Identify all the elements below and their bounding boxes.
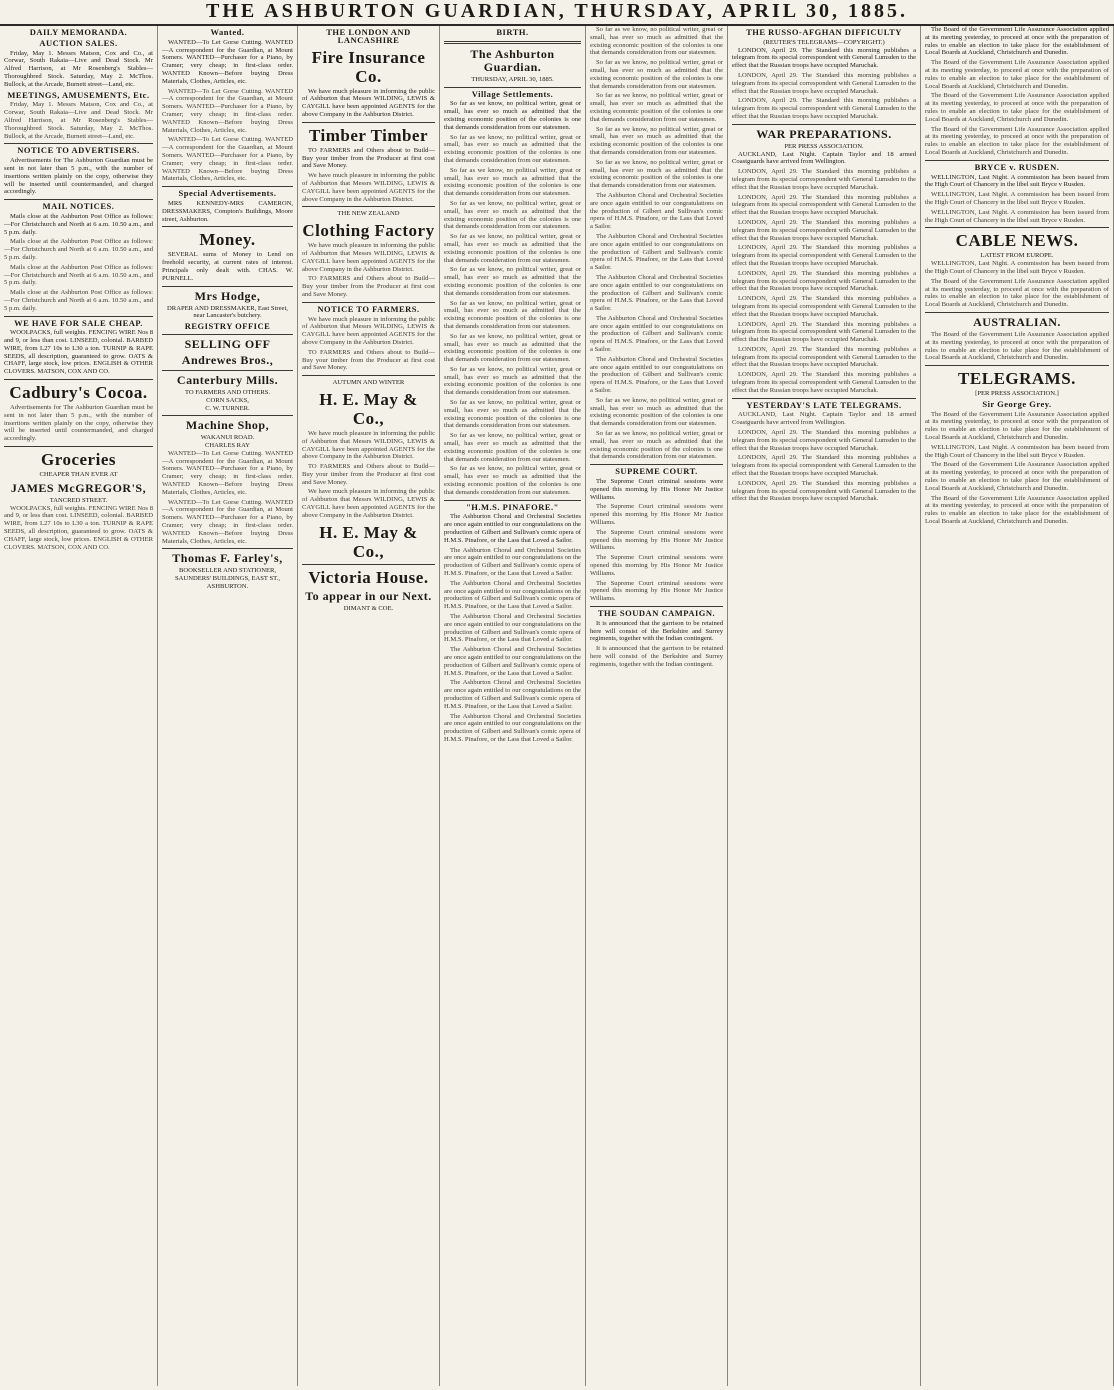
- village-text-5: So far as we know, no political writer, great or small, has ever so much as admitted that the existing economic position of the colonies is one that demands consideration from our statesmen.: [444, 233, 581, 264]
- machine-text-2: WANTED—To Let Gorse Cutting. WANTED—A correspondent for the Guardian, at Mount Somers. WANTED—Purchaser for a Piano, by Cramer; very cheap; in first-class order. WANTED Known—Before buying Dress Materials, Clothes, Articles, etc.: [162, 498, 293, 545]
- mail-text: Mails close at the Ashburton Post Office as follows:—For Christchurch and North at 6 a.m. 10.50 a.m., and 5 p.m. daily.: [4, 212, 153, 236]
- telegrams-text: The Board of the Government Life Assurance Association applied at its meeting yesterday, to proceed at once with the preparation of rules to enable an election to take place for the establishment of Local Boards at Auckland, Christchurch and Dunedin.: [925, 410, 1109, 442]
- soudan-text-2: It is announced that the garrison to be retained here will consist of the Berkshire and Surrey regiments, together with the Indian contingent.: [590, 645, 723, 668]
- pinafore-text-7: The Ashburton Choral and Orchestral Societies are once again entitled to our congratulations on the production of Gilbert and Sullivan's comic opera of H.M.S. Pinafore, or the Lass that Loved a Sailor.: [444, 712, 581, 743]
- war-heading: WAR PREPARATIONS.: [756, 126, 892, 141]
- cable-sub: LATEST FROM EUROPE.: [980, 252, 1054, 260]
- supreme-text-4: The Supreme Court criminal sessions were opened this morning by His Honor Mr Justice Williams.: [590, 554, 723, 577]
- clothing-sub: THE NEW ZEALAND: [337, 210, 400, 218]
- grey-heading: Sir George Grey.: [982, 398, 1052, 409]
- appear-line: To appear in our Next.: [305, 588, 432, 603]
- farmers-line: TO FARMERS AND OTHERS.: [184, 388, 271, 396]
- war-text-2: LONDON, April 29. The Standard this morning publishes a telegram from its special correspondent with General Lumsden to the effect that the Russian troops have occupied Maruchak.: [732, 168, 916, 191]
- groceries-heading: Groceries: [41, 450, 116, 470]
- village-text: So far as we know, no political writer, great or small, has ever so much as admitted that the existing economic position of the colonies is one that demands consideration from our statesmen.: [444, 100, 581, 131]
- paper-title: The Ashburton Guardian.: [470, 46, 555, 74]
- russo-heading: THE RUSSO-AFGHAN DIFFICULTY: [746, 27, 902, 37]
- dimant-line: DIMANT & COE.: [343, 604, 394, 612]
- bryce-text: WELLINGTON, Last Night. A commission has been issued from the High Court of Chancery in the libel suit Bryce v Rusden.: [925, 173, 1109, 189]
- column-4: [440, 26, 586, 1386]
- clothing-text: We have much pleasure in informing the public of Ashburton that Messrs WILDING, LEWIS & CAYGILL have been appointed AGENTS for the above Company in the Ashburton District.: [302, 242, 435, 273]
- war-text-10: LONDON, April 29. The Standard this morning publishes a telegram from its special correspondent with General Lumsden to the effect that the Russian troops have occupied Maruchak.: [732, 371, 916, 394]
- col5-text-8: The Ashburton Choral and Orchestral Societies are once again entitled to our congratulations on the production of Gilbert and Sullivan's comic opera of H.M.S. Pinafore, or the Lass that Loved a Sailor.: [590, 273, 723, 313]
- yesterday-text-2: LONDON, April 29. The Standard this morning publishes a telegram from its special correspondent with General Lumsden to the effect that the Russian troops have occupied Maruchak.: [732, 429, 916, 452]
- column-5: [586, 26, 728, 1386]
- farley-sub: BOOKSELLER AND STATIONER, SAUNDERS' BUILDINGS, EAST ST., ASHBURTON.: [175, 567, 280, 591]
- australian-text: The Board of the Government Life Assurance Association applied at its meeting yesterday, to proceed at once with the preparation of rules to enable an election to take place for the establishment of Local Boards at Auckland, Christchurch and Dunedin.: [925, 330, 1109, 362]
- auction-heading: AUCTION SALES.: [39, 37, 118, 48]
- soudan-heading: THE SOUDAN CAMPAIGN.: [597, 607, 716, 618]
- bryce-text-3: WELLINGTON, Last Night. A commission has been issued from the High Court of Chancery in the libel suit Bryce v Rusden.: [925, 208, 1109, 224]
- mcgregor-name: JAMES McGREGOR'S,: [10, 480, 147, 495]
- telegrams-sub: [PER PRESS ASSOCIATION.]: [975, 390, 1059, 398]
- charles-line: CHARLES RAY: [204, 442, 250, 450]
- village-text-12: So far as we know, no political writer, great or small, has ever so much as admitted that the existing economic position of the colonies is one that demands consideration from our statesmen.: [444, 465, 581, 496]
- pinafore-text-3: The Ashburton Choral and Orchestral Societies are once again entitled to our congratulations on the production of Gilbert and Sullivan's comic opera of H.M.S. Pinafore, or the Lass that Loved a Sailor.: [444, 579, 581, 611]
- col5-text-11: So far as we know, no political writer, great or small, has ever so much as admitted that the existing economic position of the colonies is one that demands consideration from our statesmen.: [590, 396, 723, 428]
- money-text: SEVERAL sums of Money to Lend on freehold security, at current rates of interest. Principals only dealt with. CHAS. W. PURNELL.: [162, 251, 293, 282]
- yesterday-text-4: LONDON, April 29. The Standard this morning publishes a telegram from its special correspondent with General Lumsden to the effect that the Russian troops have occupied Maruchak.: [732, 479, 916, 503]
- war-text-3: LONDON, April 29. The Standard this morning publishes a telegram from its special correspondent with General Lumsden to the effect that the Russian troops have occupied Maruchak.: [732, 193, 916, 217]
- column-6: [728, 26, 921, 1386]
- cadbury-text: Advertisements for The Ashburton Guardian must be sent in not later than 5 p.m., with the number of insertions written plainly on the copy, otherwise they will be inserted until countermanded, and charged accordingly.: [4, 404, 153, 443]
- cable-text: WELLINGTON, Last Night. A commission has been issued from the High Court of Chancery in the libel suit Bryce v Rusden.: [925, 260, 1109, 275]
- wants-text-3: WANTED—To Let Gorse Cutting. WANTED—A correspondent for the Guardian, at Mount Somers. WANTED—Purchaser for a Piano, by Cramer; very cheap; in first-class order. WANTED Known—Before buying Dress Materials, Clothes, Articles, etc.: [162, 136, 293, 183]
- corn-line: CORN SACKS,: [206, 396, 249, 404]
- col5-text-10: The Ashburton Choral and Orchestral Societies are once again entitled to our congratulations on the production of Gilbert and Sullivan's comic opera of H.M.S. Pinafore, or the Lass that Loved a Sailor.: [590, 355, 723, 395]
- col5-text-12: So far as we know, no political writer, great or small, has ever so much as admitted that the existing economic position of the colonies is one that demands consideration from our statesmen.: [590, 430, 723, 461]
- russo-sub: (REUTER'S TELEGRAMS—COPYRIGHT.): [763, 38, 885, 46]
- woolpacks-heading: WE HAVE FOR SALE CHEAP.: [14, 317, 143, 328]
- supreme-text-3: The Supreme Court criminal sessions were opened this morning by His Honor Mr Justice Williams.: [590, 528, 723, 552]
- wants-text: WANTED—To Let Gorse Cutting. WANTED—A correspondent for the Guardian, at Mount Somers. WANTED—Purchaser for a Piano, by Cramer; very cheap; in first-class order. WANTED Known—Before buying Dress Materials, Clothes, Articles, etc.: [162, 38, 293, 85]
- telegrams-text-4: The Board of the Government Life Assurance Association applied at its meeting yesterday, to proceed at once with the preparation of rules to enable an election to take place for the establishment of Local Boards at Auckland, Christchurch and Dunedin.: [925, 494, 1109, 526]
- village-text-10: So far as we know, no political writer, great or small, has ever so much as admitted that the existing economic position of the colonies is one that demands consideration from our statesmen.: [444, 399, 581, 430]
- mail-text-4: Mails close at the Ashburton Post Office as follows:—For Christchurch and North at 6 a.m. 10.50 a.m., and 5 p.m. daily.: [4, 289, 153, 312]
- cable-heading: CABLE NEWS.: [955, 231, 1079, 251]
- war-text-8: LONDON, April 29. The Standard this morning publishes a telegram from its special correspondent with General Lumsden to the effect that the Russian troops have occupied Maruchak.: [732, 320, 916, 344]
- auction-text: Friday, May 1. Messrs Matson, Cox and Co., at Corwar, South Rakaia—Live and Dead Stock. Mr Alfred Harrison, at Mr Rosenberg's Stables—Thoroughbred Stock. Saturday, May 2. McThos. Bullock, at the Arcade, Burnett street—Land, etc.: [4, 49, 153, 88]
- column-1: [0, 26, 158, 1386]
- board-text-4: The Board of the Government Life Assurance Association applied at its meeting yesterday, to proceed at once with the preparation of rules to enable an election to take place for the establishment of Local Boards at Auckland, Christchurch and Dunedin.: [925, 125, 1109, 156]
- mail-text-3: Mails close at the Ashburton Post Office as follows:—For Christchurch and North at 6 a.m. 10.50 a.m., and 5 p.m. daily.: [4, 263, 153, 287]
- col5-text-5: So far as we know, no political writer, great or small, has ever so much as admitted that the existing economic position of the colonies is one that demands consideration from our statesmen.: [590, 158, 723, 190]
- timber-text: TO FARMERS and Others about to Build—Buy your timber from the Producer at first cost and Save Money.: [302, 146, 435, 170]
- wants-heading: Wanted.: [210, 27, 245, 37]
- war-sub: PER PRESS ASSOCIATION.: [784, 142, 864, 150]
- machine-text: WANTED—To Let Gorse Cutting. WANTED—A correspondent for the Guardian, at Mount Somers. WANTED—Purchaser for a Piano, by Cramer; very cheap; in first-class order. WANTED Known—Before buying Dress Materials, Clothes, Articles, etc.: [162, 449, 293, 496]
- telegrams-text-2: WELLINGTON, Last Night. A commission has been issued from the High Court of Chancery in the libel suit Bryce v Rusden.: [925, 443, 1109, 459]
- village-text-2: So far as we know, no political writer, great or small, has ever so much as admitted that the existing economic position of the colonies is one that demands consideration from our statesmen.: [444, 133, 581, 164]
- may-text: We have much pleasure in informing the public of Ashburton that Messrs WILDING, LEWIS & CAYGILL have been appointed AGENTS for the above Company in the Ashburton District.: [302, 429, 435, 461]
- groceries-text: WOOLPACKS, full weights. FENCING WIRE Nos 8 and 9, or less than cost. LINSEED, colonial. BARBED WIRE, from L27 10s to L30 a ton. TURNIP & RAPE SEEDS, all description, guaranteed to grow. OATS & CHAFF, large stock, low prices. ENGLISH & OTHER CLOVERS. MATSON, COX AND CO.: [4, 504, 153, 551]
- notice-text: Advertisements for The Ashburton Guardian must be sent in not later than 5 p.m., with the number of insertions written plainly on the copy, otherwise they will be inserted until countermanded, and charged accordingly.: [4, 157, 153, 196]
- pinafore-heading: "H.M.S. PINAFORE.": [466, 501, 559, 512]
- col5-text-3: So far as we know, no political writer, great or small, has ever so much as admitted that the existing economic position of the colonies is one that demands consideration from our statesmen.: [590, 92, 723, 123]
- money-heading: Money.: [199, 230, 256, 250]
- col5-text-2: So far as we know, no political writer, great or small, has ever so much as admitted that the existing economic position of the colonies is one that demands consideration from our statesmen.: [590, 59, 723, 90]
- birth-heading: BIRTH.: [496, 27, 529, 37]
- groceries-sub: CHEAPER THAN EVER AT: [39, 471, 118, 479]
- col5-text-1: So far as we know, no political writer, great or small, has ever so much as admitted that the existing economic position of the colonies is one that demands consideration from our statesmen.: [590, 26, 723, 57]
- village-text-6: So far as we know, no political writer, great or small, has ever so much as admitted that the existing economic position of the colonies is one that demands consideration from our statesmen.: [444, 266, 581, 297]
- board-text-2: The Board of the Government Life Assurance Association applied at its meeting yesterday, to proceed at once with the preparation of rules to enable an election to take place for the establishment of Local Boards at Auckland, Christchurch and Dunedin.: [925, 59, 1109, 90]
- fire-text: We have much pleasure in informing the public of Ashburton that Messrs WILDING, LEWIS & CAYGILL have been appointed AGENTS for the above Company in the Ashburton District.: [302, 87, 435, 118]
- bryce-heading: BRYCE v. RUSDEN.: [974, 161, 1060, 172]
- andrewes-heading: Andrewes Bros.,: [181, 352, 274, 367]
- pinafore-text-6: The Ashburton Choral and Orchestral Societies are once again entitled to our congratulations on the production of Gilbert and Sullivan's comic opera of H.M.S. Pinafore, or the Lass that Loved a Sailor.: [444, 679, 581, 710]
- may-heading: H. E. May & Co.,: [319, 389, 418, 428]
- supreme-heading: SUPREME COURT.: [615, 466, 698, 477]
- mcgregor-address: TANCRED STREET.: [49, 496, 108, 504]
- meetings-text: Friday, May 1. Messrs Matson, Cox and Co., at Corwar, South Rakaia—Live and Dead Stock. Mr Alfred Harrison, at Mr Rosenberg's Stables—Thoroughbred Stock. Saturday, May 2. McThos. Bullock, at the Arcade, Burnett street—Land, etc.: [4, 101, 153, 140]
- cable-text-2: The Board of the Government Life Assurance Association applied at its meeting yesterday, to proceed at once with the preparation of rules to enable an election to take place for the establishment of Local Boards at Auckland, Christchurch and Dunedin.: [925, 277, 1109, 309]
- soudan-text: It is announced that the garrison to be retained here will consist of the Berkshire and Surrey regiments, together with the Indian contingent.: [590, 619, 723, 643]
- mail-text-2: Mails close at the Ashburton Post Office as follows:—For Christchurch and North at 6 a.m. 10.50 a.m., and 5 p.m. daily.: [4, 238, 153, 261]
- village-text-8: So far as we know, no political writer, great or small, has ever so much as admitted that the existing economic position of the colonies is one that demands consideration from our statesmen.: [444, 332, 581, 364]
- meetings-heading: MEETINGS, AMUSEMENTS, Etc.: [7, 89, 150, 100]
- pinafore-text-5: The Ashburton Choral and Orchestral Societies are once again entitled to our congratulations on the production of Gilbert and Sullivan's comic opera of H.M.S. Pinafore, or the Lass that Loved a Sailor.: [444, 646, 581, 677]
- village-text-3: So far as we know, no political writer, great or small, has ever so much as admitted that the existing economic position of the colonies is one that demands consideration from our statesmen.: [444, 166, 581, 198]
- bryce-text-2: WELLINGTON, Last Night. A commission has been issued from the High Court of Chancery in the libel suit Bryce v Rusden.: [925, 191, 1109, 206]
- hodge-heading: Mrs Hodge,: [194, 288, 261, 303]
- turner-line: C. W. TURNER.: [205, 404, 250, 412]
- wants-text-2: WANTED—To Let Gorse Cutting. WANTED—A correspondent for the Guardian, at Mount Somers. WANTED—Purchaser for a Piano, by Cramer; very cheap; in first-class order. WANTED Known—Before buying Dress Materials, Clothes, Articles, etc.: [162, 87, 293, 134]
- russo-text: LONDON, April 29. The Standard this morning publishes a telegram from its special correspondent with General Lumsden to the effect that the Russian troops have occupied Maruchak.: [732, 46, 916, 70]
- cadbury-heading: Cadbury's Cocoa.: [9, 383, 148, 403]
- column-7: [921, 26, 1114, 1386]
- board-text-3: The Board of the Government Life Assurance Association applied at its meeting yesterday, to proceed at once with the preparation of rules to enable an election to take place for the establishment of Local Boards at Auckland, Christchurch and Dunedin.: [925, 92, 1109, 123]
- village-heading: Village Settlements.: [471, 88, 554, 99]
- village-text-4: So far as we know, no political writer, great or small, has ever so much as admitted that the existing economic position of the colonies is one that demands consideration from our statesmen.: [444, 199, 581, 231]
- yesterday-heading: YESTERDAY'S LATE TELEGRAMS.: [746, 399, 902, 410]
- war-text-7: LONDON, April 29. The Standard this morning publishes a telegram from its special correspondent with General Lumsden to the effect that the Russian troops have occupied Maruchak.: [732, 295, 916, 318]
- column-2: [158, 26, 298, 1386]
- war-text-9: LONDON, April 29. The Standard this morning publishes a telegram from its special correspondent with General Lumsden to the effect that the Russian troops have occupied Maruchak.: [732, 345, 916, 369]
- war-text-5: LONDON, April 29. The Standard this morning publishes a telegram from its special correspondent with General Lumsden to the effect that the Russian troops have occupied Maruchak.: [732, 244, 916, 267]
- selling-heading: SELLING OFF: [184, 336, 271, 351]
- column-3: [298, 26, 440, 1386]
- col5-text-6: The Ashburton Choral and Orchestral Societies are once again entitled to our congratulations on the production of Gilbert and Sullivan's comic opera of H.M.S. Pinafore, or the Lass that Loved a Sailor.: [590, 191, 723, 231]
- machine-sub: WAKANUI ROAD.: [200, 434, 255, 442]
- supreme-text: The Supreme Court criminal sessions were opened this morning by His Honor Mr Justice Williams.: [590, 478, 723, 501]
- timber-heading: Timber Timber: [308, 125, 429, 145]
- canterbury-heading: Canterbury Mills.: [176, 372, 279, 387]
- hodge-text: DRAPER AND DRESSMAKER, East Street, near Lancaster's butchery.: [167, 304, 288, 320]
- clothing-text-2: TO FARMERS and Others about to Build—Buy your timber from the Producer at first cost and Save Money.: [302, 275, 435, 298]
- australian-heading: AUSTRALIAN.: [973, 314, 1061, 329]
- notice-farmers-text-2: TO FARMERS and Others about to Build—Buy your timber from the Producer at first cost and Save Money.: [302, 348, 435, 372]
- village-text-7: So far as we know, no political writer, great or small, has ever so much as admitted that the existing economic position of the colonies is one that demands consideration from our statesmen.: [444, 299, 581, 330]
- may-text-3: We have much pleasure in informing the public of Ashburton that Messrs WILDING, LEWIS & CAYGILL have been appointed AGENTS for the above Company in the Ashburton District.: [302, 488, 435, 519]
- war-text-6: LONDON, April 29. The Standard this morning publishes a telegram from its special correspondent with General Lumsden to the effect that the Russian troops have occupied Maruchak.: [732, 269, 916, 293]
- russo-text-3: LONDON, April 29. The Standard this morning publishes a telegram from its special correspondent with General Lumsden to the effect that the Russian troops have occupied Maruchak.: [732, 97, 916, 120]
- masthead: THE ASHBURTON GUARDIAN, THURSDAY, APRIL 30, 1885.: [0, 0, 1114, 26]
- col5-text-4: So far as we know, no political writer, great or small, has ever so much as admitted that the existing economic position of the colonies is one that demands consideration from our statesmen.: [590, 125, 723, 156]
- yesterday-text-3: LONDON, April 29. The Standard this morning publishes a telegram from its special correspondent with General Lumsden to the effect that the Russian troops have occupied Maruchak.: [732, 454, 916, 478]
- village-text-9: So far as we know, no political writer, great or small, has ever so much as admitted that the existing economic position of the colonies is one that demands consideration from our statesmen.: [444, 365, 581, 397]
- victoria-heading: Victoria House.: [308, 567, 429, 587]
- pinafore-text-4: The Ashburton Choral and Orchestral Societies are once again entitled to our congratulations on the production of Gilbert and Sullivan's comic opera of H.M.S. Pinafore, or the Lass that Loved a Sailor.: [444, 613, 581, 644]
- board-text: The Board of the Government Life Assurance Association applied at its meeting yesterday, to proceed at once with the preparation of rules to enable an election to take place for the establishment of Local Boards at Auckland, Christchurch and Dunedin.: [925, 26, 1109, 57]
- may-heading-2: H. E. May & Co.,: [319, 522, 418, 561]
- notice-farmers-text: We have much pleasure in informing the public of Ashburton that Messrs WILDING, LEWIS & CAYGILL have been appointed AGENTS for the above Company in the Ashburton District.: [302, 315, 435, 346]
- war-text: AUCKLAND, Last Night. Captain Taylor and 18 armed Coastguards have arrived from Wellington.: [732, 150, 916, 166]
- date-line: THURSDAY, APRIL 30, 1885.: [471, 75, 554, 83]
- supreme-text-5: The Supreme Court criminal sessions were opened this morning by His Honor Mr Justice Williams.: [590, 579, 723, 603]
- pinafore-text-2: The Ashburton Choral and Orchestral Societies are once again entitled to our congratulations on the production of Gilbert and Sullivan's comic opera of H.M.S. Pinafore, or the Lass that Loved a Sailor.: [444, 546, 581, 578]
- telegrams-heading: TELEGRAMS.: [958, 369, 1076, 389]
- col5-text-9: The Ashburton Choral and Orchestral Societies are once again entitled to our congratulations on the production of Gilbert and Sullivan's comic opera of H.M.S. Pinafore, or the Lass that Loved a Sailor.: [590, 314, 723, 354]
- farley-heading: Thomas F. Farley's,: [172, 551, 283, 566]
- fire-title: Fire Insurance Co.: [311, 47, 426, 86]
- village-text-11: So far as we know, no political writer, great or small, has ever so much as admitted that the existing economic position of the colonies is one that demands consideration from our statesmen.: [444, 432, 581, 463]
- col5-text-7: The Ashburton Choral and Orchestral Societies are once again entitled to our congratulations on the production of Gilbert and Sullivan's comic opera of H.M.S. Pinafore, or the Lass that Loved a Sailor.: [590, 232, 723, 272]
- timber-text-2: We have much pleasure in informing the public of Ashburton that Messrs WILDING, LEWIS & CAYGILL have been appointed AGENTS for the above Company in the Ashburton District.: [302, 172, 435, 203]
- fire-heading: THE LONDON AND LANCASHIRE: [326, 27, 411, 45]
- pinafore-text: The Ashburton Choral and Orchestral Societies are once again entitled to our congratulations on the production of Gilbert and Sullivan's comic opera of H.M.S. Pinafore, or the Lass that Loved a Sailor.: [444, 513, 581, 544]
- special-heading: Special Advertisements.: [178, 188, 277, 199]
- may-sub: AUTUMN AND WINTER: [332, 379, 405, 387]
- yesterday-text: AUCKLAND, Last Night. Captain Taylor and 18 armed Coastguards have arrived from Wellington.: [732, 411, 916, 427]
- war-text-4: LONDON, April 29. The Standard this morning publishes a telegram from its special correspondent with General Lumsden to the effect that the Russian troops have occupied Maruchak.: [732, 218, 916, 242]
- telegrams-text-3: The Board of the Government Life Assurance Association applied at its meeting yesterday, to proceed at once with the preparation of rules to enable an election to take place for the establishment of Local Boards at Auckland, Christchurch and Dunedin.: [925, 461, 1109, 492]
- notice-farmers: NOTICE TO FARMERS.: [317, 303, 420, 314]
- special-text: MRS KENNEDY-MRS CAMERON, DRESSMAKERS, Compton's Buildings, Moore street, Ashburton.: [162, 199, 293, 223]
- mail-heading: MAIL NOTICES.: [42, 201, 115, 212]
- may-text-2: TO FARMERS and Others about to Build—Buy your timber from the Producer at first cost and Save Money.: [302, 463, 435, 486]
- russo-text-2: LONDON, April 29. The Standard this morning publishes a telegram from its special correspondent with General Lumsden to the effect that the Russian troops have occupied Maruchak.: [732, 71, 916, 95]
- woolpacks-text: WOOLPACKS, full weights. FENCING WIRE Nos 8 and 9, or less than cost. LINSEED, colonial. BARBED WIRE, from L27 10s to L30 a ton. TURNIP & RAPE SEEDS, all description, guaranteed to grow. OATS & CHAFF, large stock, low prices. ENGLISH & OTHER CLOVERS. MATSON, COX AND CO.: [4, 329, 153, 376]
- clothing-heading: Clothing Factory: [302, 221, 435, 241]
- memoranda-heading: DAILY MEMORANDA.: [29, 27, 128, 37]
- supreme-text-2: The Supreme Court criminal sessions were opened this morning by His Honor Mr Justice Williams.: [590, 503, 723, 527]
- machine-heading: Machine Shop,: [185, 418, 270, 433]
- notice-heading: NOTICE TO ADVERTISERS.: [17, 145, 140, 156]
- registry-heading: REGISTRY OFFICE: [184, 321, 271, 332]
